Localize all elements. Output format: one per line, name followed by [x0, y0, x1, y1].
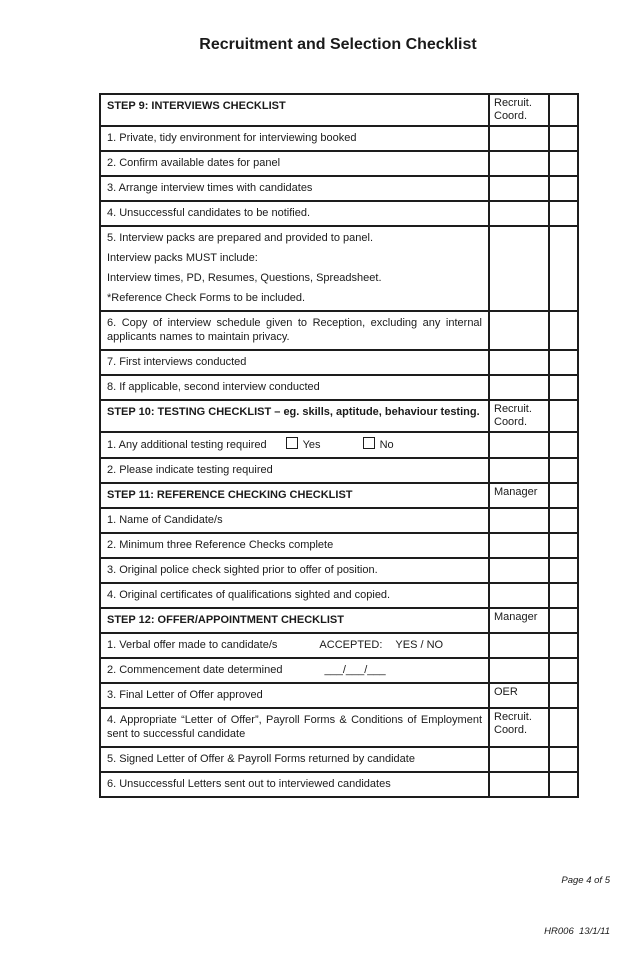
tick-cell: [549, 658, 578, 683]
tick-cell: [549, 432, 578, 458]
owner-cell: [489, 432, 549, 458]
task-line: 5. Interview packs are prepared and provided to panel.: [107, 232, 373, 244]
task-text-part: 1. Verbal offer made to candidate/s: [107, 639, 278, 651]
tick-cell: [549, 747, 578, 772]
checklist-rows: [100, 94, 578, 797]
checklist-row: [100, 508, 578, 533]
owner-cell: [489, 533, 549, 558]
owner-cell: [489, 201, 549, 226]
task-text: 8. If applicable, second interview conducted: [100, 375, 489, 400]
page-title: Recruitment and Selection Checklist: [199, 36, 477, 53]
tick-cell: [549, 226, 578, 311]
page-footer: [544, 838, 610, 957]
tick-cell: [549, 350, 578, 375]
task-text-part: ___/___/___: [324, 664, 386, 676]
tick-cell: [549, 583, 578, 608]
tick-cell: [549, 400, 578, 432]
tick-cell: [549, 533, 578, 558]
tick-cell: [549, 201, 578, 226]
owner-cell: [489, 658, 549, 683]
task-text: 3. Arrange interview times with candidates: [100, 176, 489, 201]
task-text-part: 1. Any additional testing required: [107, 439, 267, 451]
owner-cell: Manager: [489, 483, 549, 508]
owner-cell: [489, 126, 549, 151]
task-text: [100, 658, 489, 683]
section-header-row: [100, 608, 578, 633]
task-text: 6. Unsuccessful Letters sent out to interviewed candidates: [100, 772, 489, 797]
task-text-part: YES / NO: [395, 639, 444, 651]
task-text: 4. Original certificates of qualifications sighted and copied.: [100, 583, 489, 608]
section-title: STEP 10: TESTING CHECKLIST – eg. skills, aptitude, behaviour testing.: [100, 400, 489, 432]
checklist-row: [100, 176, 578, 201]
tick-cell: [549, 483, 578, 508]
tick-cell: [549, 94, 578, 126]
task-line: Interview packs MUST include:: [107, 252, 258, 264]
checklist-row: [100, 772, 578, 797]
tick-cell: [549, 458, 578, 483]
task-text-part: 2. Commencement date determined: [107, 664, 283, 676]
owner-cell: OER: [489, 683, 549, 708]
checkbox-no-icon[interactable]: [363, 437, 375, 449]
section-header-row: [100, 94, 578, 126]
checklist-row: [100, 201, 578, 226]
checklist-row: [100, 633, 578, 658]
task-text: 2. Confirm available dates for panel: [100, 151, 489, 176]
checklist-row: [100, 375, 578, 400]
owner-cell: Recruit. Coord.: [489, 708, 549, 747]
owner-cell: [489, 583, 549, 608]
checklist-row: [100, 126, 578, 151]
checklist-row: [100, 226, 578, 311]
checklist-table: [99, 93, 579, 798]
tick-cell: [549, 772, 578, 797]
checkbox-label: No: [379, 439, 394, 451]
checkbox-option: [363, 439, 394, 451]
section-header-row: [100, 400, 578, 432]
tick-cell: [549, 683, 578, 708]
task-text-part: ACCEPTED:: [319, 639, 383, 651]
checkbox-yes-icon[interactable]: [286, 437, 298, 449]
owner-cell: [489, 747, 549, 772]
checkbox-label: Yes: [302, 439, 321, 451]
owner-cell: [489, 772, 549, 797]
owner-cell: [489, 311, 549, 350]
checklist-row: [100, 350, 578, 375]
owner-cell: Recruit. Coord.: [489, 94, 549, 126]
tick-cell: [549, 311, 578, 350]
checkbox-option: [286, 439, 321, 451]
checklist-row: [100, 708, 578, 747]
task-text: 2. Minimum three Reference Checks complete: [100, 533, 489, 558]
tick-cell: [549, 708, 578, 747]
task-text: 4. Unsuccessful candidates to be notified.: [100, 201, 489, 226]
task-text: 2. Please indicate testing required: [100, 458, 489, 483]
tick-cell: [549, 126, 578, 151]
owner-cell: [489, 558, 549, 583]
tick-cell: [549, 558, 578, 583]
task-text: [100, 633, 489, 658]
task-text: [100, 432, 489, 458]
checklist-row: [100, 458, 578, 483]
task-text: 3. Final Letter of Offer approved: [100, 683, 489, 708]
tick-cell: [549, 508, 578, 533]
owner-cell: [489, 508, 549, 533]
task-text: 1. Private, tidy environment for interviewing booked: [100, 126, 489, 151]
owner-cell: Manager: [489, 608, 549, 633]
tick-cell: [549, 608, 578, 633]
task-line: *Reference Check Forms to be included.: [107, 292, 306, 304]
tick-cell: [549, 176, 578, 201]
owner-cell: [489, 375, 549, 400]
task-text: 7. First interviews conducted: [100, 350, 489, 375]
checklist-row: [100, 583, 578, 608]
footer-page-number: Page 4 of 5: [561, 875, 610, 886]
owner-cell: [489, 226, 549, 311]
section-header-row: [100, 483, 578, 508]
checklist-row: [100, 747, 578, 772]
tick-cell: [549, 375, 578, 400]
checklist-row: [100, 558, 578, 583]
tick-cell: [549, 151, 578, 176]
task-text: 5. Signed Letter of Offer & Payroll Forms returned by candidate: [100, 747, 489, 772]
section-title: STEP 11: REFERENCE CHECKING CHECKLIST: [100, 483, 489, 508]
checklist-row: [100, 432, 578, 458]
checklist-row: [100, 311, 578, 350]
task-line: Interview times, PD, Resumes, Questions, Spreadsheet.: [107, 272, 382, 284]
task-text: 6. Copy of interview schedule given to Reception, excluding any internal applicants names to maintain privacy.: [100, 311, 489, 350]
owner-cell: [489, 350, 549, 375]
footer-doc-ref: HR006 13/1/11: [544, 926, 610, 937]
owner-cell: [489, 633, 549, 658]
task-text: 3. Original police check sighted prior to offer of position.: [100, 558, 489, 583]
checklist-row: [100, 683, 578, 708]
owner-cell: Recruit. Coord.: [489, 400, 549, 432]
task-text: [100, 226, 489, 311]
section-title: STEP 12: OFFER/APPOINTMENT CHECKLIST: [100, 608, 489, 633]
owner-cell: [489, 458, 549, 483]
owner-cell: [489, 151, 549, 176]
checklist-row: [100, 151, 578, 176]
task-text: 4. Appropriate “Letter of Offer”, Payroll Forms & Conditions of Employment sent to successful candidate: [100, 708, 489, 747]
checklist-row: [100, 658, 578, 683]
section-title: STEP 9: INTERVIEWS CHECKLIST: [100, 94, 489, 126]
task-text: 1. Name of Candidate/s: [100, 508, 489, 533]
tick-cell: [549, 633, 578, 658]
owner-cell: [489, 176, 549, 201]
checklist-row: [100, 533, 578, 558]
